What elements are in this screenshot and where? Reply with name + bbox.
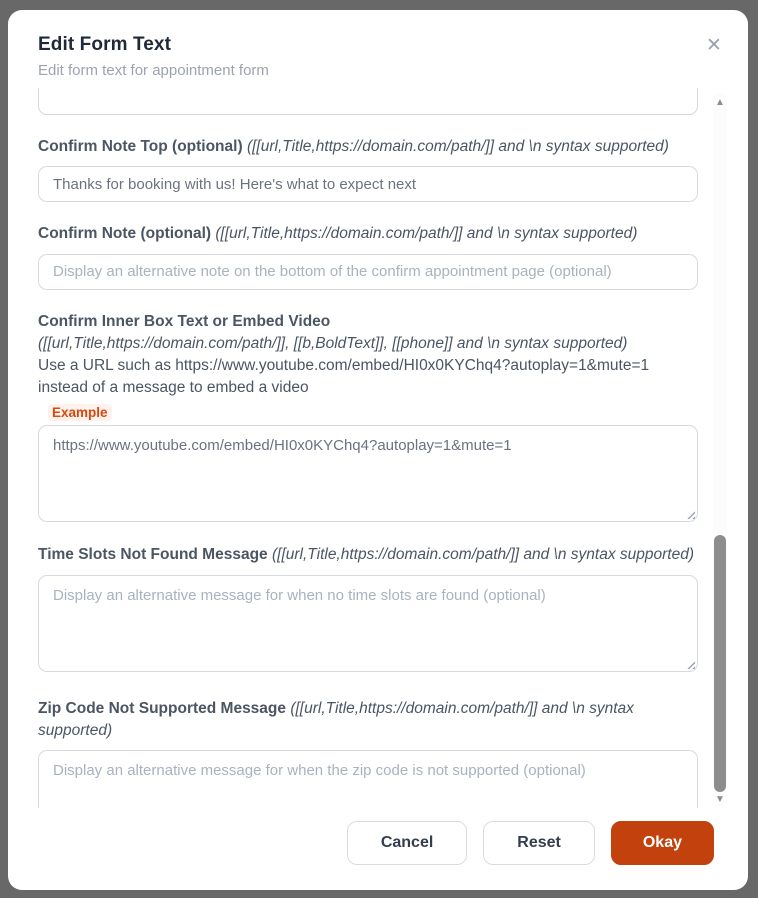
field-label-line (38, 698, 698, 741)
scroll-up-icon[interactable]: ▲ (715, 97, 725, 108)
scrollbar-thumb[interactable] (714, 535, 726, 792)
example-link[interactable]: Example (48, 404, 112, 421)
field-label: Confirm Note Top (optional) (38, 137, 243, 155)
dialog-title: Edit Form Text (38, 34, 171, 55)
scroll-down-icon[interactable]: ▼ (715, 794, 725, 805)
field-syntax-hint: ([[url,Title,https://domain.com/path/]], [[b,BoldText]], [[phone]] and \n syntax supported) (38, 334, 628, 352)
textarea-wrap (38, 575, 698, 672)
partial-top-input[interactable] (38, 88, 698, 115)
time-slots-textarea[interactable] (38, 575, 698, 672)
textarea-wrap (38, 750, 698, 808)
field-label-line (38, 311, 698, 354)
field-section-time-slots (38, 544, 698, 672)
cancel-button[interactable]: Cancel (347, 821, 467, 865)
field-label-line (38, 223, 698, 245)
field-label: Confirm Inner Box Text or Embed Video (38, 312, 331, 330)
field-section-confirm-note (38, 223, 698, 290)
field-label: Time Slots Not Found Message (38, 546, 268, 564)
field-label: Zip Code Not Supported Message (38, 699, 287, 717)
okay-button[interactable]: Okay (611, 821, 714, 865)
confirm-note-input[interactable] (38, 254, 698, 290)
reset-button[interactable]: Reset (483, 821, 595, 865)
close-icon[interactable]: ✕ (702, 34, 726, 58)
edit-form-text-dialog (8, 10, 748, 890)
field-label: Confirm Note (optional) (38, 225, 212, 243)
field-label-line (38, 136, 698, 158)
vertical-scrollbar[interactable] (713, 93, 727, 808)
field-syntax-hint: ([[url,Title,https://domain.com/path/]] and \n syntax supported) (271, 546, 694, 564)
dialog-subtitle: Edit form text for appointment form (38, 62, 269, 79)
field-section-zip-code (38, 698, 698, 808)
field-syntax-hint: ([[url,Title,https://domain.com/path/]] and \n syntax supported) (38, 699, 634, 739)
confirm-inner-box-textarea[interactable] (38, 425, 698, 522)
confirm-note-top-input[interactable] (38, 166, 698, 202)
field-section-confirm-inner-box (38, 311, 698, 522)
textarea-wrap (38, 425, 698, 522)
field-syntax-hint: ([[url,Title,https://domain.com/path/]] and \n syntax supported) (215, 225, 638, 243)
dialog-footer (8, 808, 748, 890)
dialog-scroll-area (8, 88, 748, 808)
dialog-header (8, 10, 748, 88)
field-section-confirm-note-top (38, 136, 698, 203)
field-label-line (38, 544, 698, 566)
field-description: Use a URL such as https://www.youtube.com/embed/HI0x0KYChq4?autoplay=1&mute=1 instead of a message to embed a video (38, 357, 650, 397)
field-syntax-hint: ([[url,Title,https://domain.com/path/]] and \n syntax supported) (246, 137, 669, 155)
zip-code-textarea[interactable] (38, 750, 698, 808)
